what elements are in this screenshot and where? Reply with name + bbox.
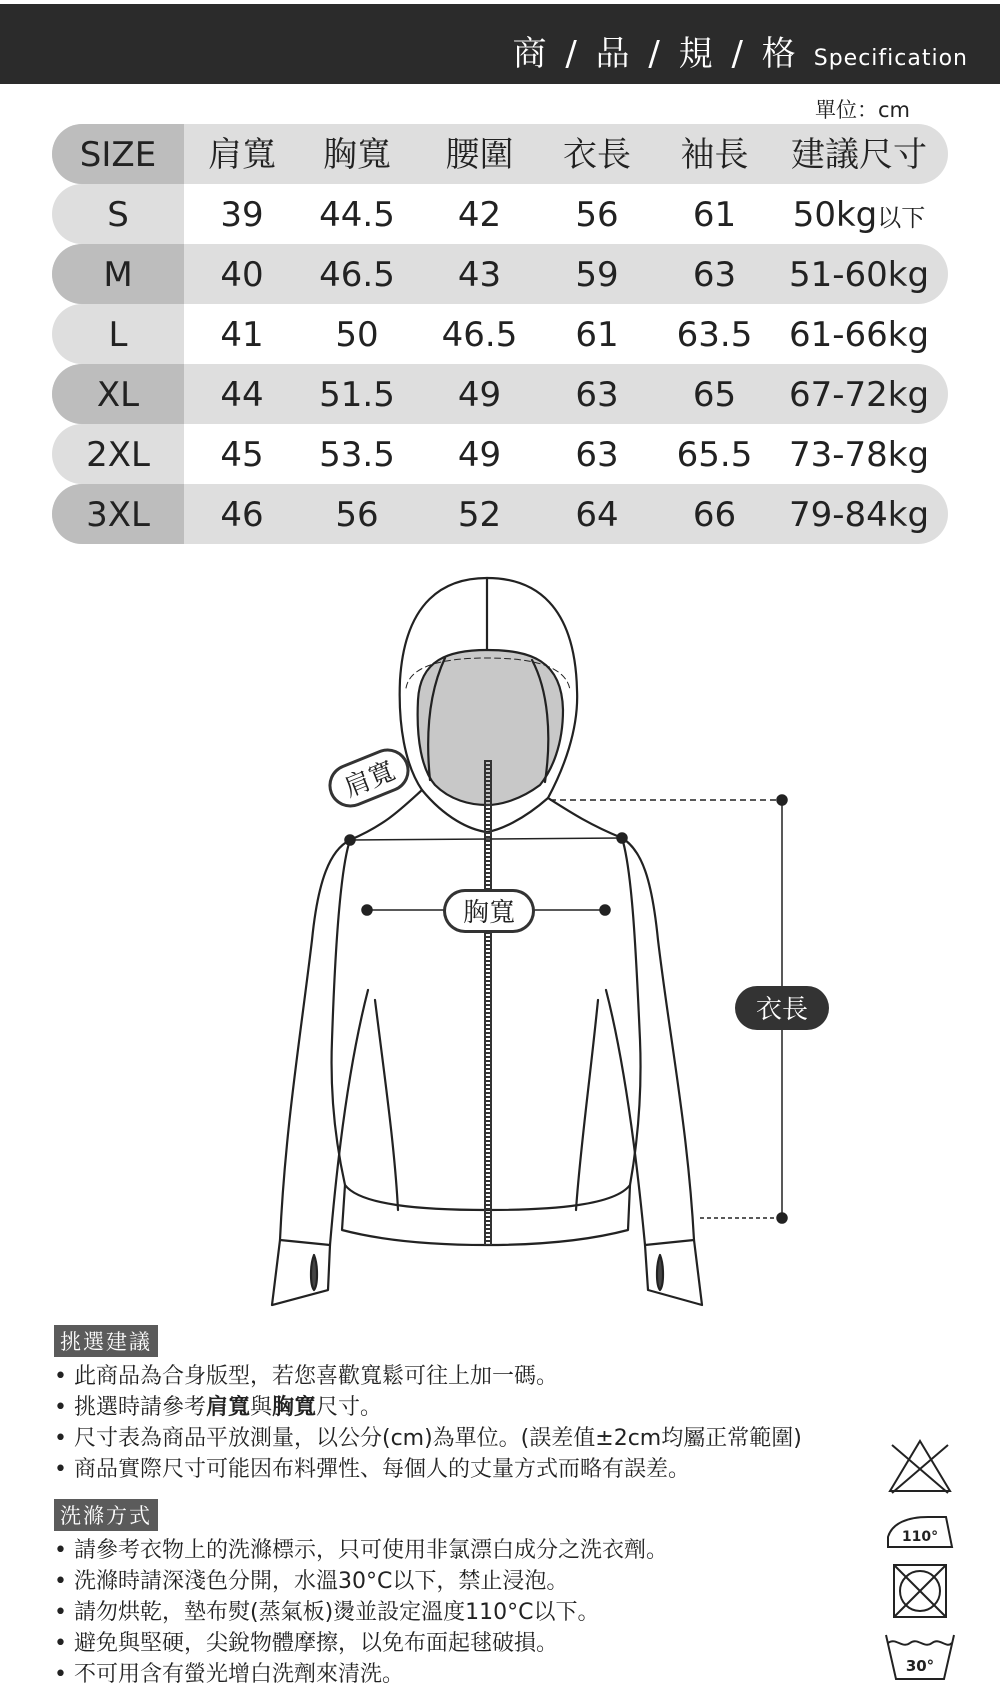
- right-sleeve: [606, 838, 694, 1245]
- length-label: 衣長: [755, 995, 809, 1025]
- length-cell: 63: [575, 375, 619, 415]
- shoulder-cell: 39: [220, 195, 264, 235]
- sleeve-cell: 66: [692, 495, 737, 535]
- left-sleeve: [280, 840, 368, 1245]
- shoulder-cell: 40: [220, 255, 264, 295]
- length-cell: 63: [575, 435, 619, 475]
- body-right-side: [487, 798, 641, 1210]
- size-cell: XL: [96, 375, 140, 415]
- recommended-cell: 73-78kg: [788, 435, 930, 475]
- shoulder-cell: 46: [220, 495, 264, 535]
- recommended-cell: 79-84kg: [788, 495, 930, 535]
- size-cell: L: [108, 315, 128, 355]
- table-header-row: [52, 124, 948, 184]
- selection-note: • 商品實際尺寸可能因布料彈性、每個人的丈量方式而略有誤差。: [54, 1454, 884, 1485]
- table-row: [52, 244, 948, 304]
- no-tumble-dry-icon: [894, 1565, 946, 1617]
- wash-tub-icon: [886, 1635, 954, 1679]
- size-cell: S: [107, 195, 129, 235]
- waist-cell: 43: [457, 255, 502, 295]
- body-left-side: [332, 790, 487, 1210]
- right-thumbhole: [657, 1255, 663, 1290]
- note-bold-text: 肩寬: [206, 1395, 251, 1420]
- selection-note: [54, 1392, 884, 1423]
- waist-cell: 52: [457, 495, 502, 535]
- note-bold-text: 胸寬: [272, 1395, 317, 1420]
- shoulder-label: 肩寬: [340, 756, 400, 804]
- right-dart: [576, 1000, 598, 1210]
- selection-note: • 尺寸表為商品平放測量，以公分(cm)為單位。(誤差值±2cm均屬正常範圍): [54, 1423, 884, 1454]
- waist-cell: 46.5: [441, 315, 518, 355]
- table-row: [52, 424, 948, 484]
- washing-title: 洗滌方式: [54, 1499, 158, 1531]
- washing-note: • 請參考衣物上的洗滌標示，只可使用非氯漂白成分之洗衣劑。: [54, 1535, 884, 1566]
- length-cell: 56: [575, 195, 619, 235]
- washing-note: • 避免與堅硬，尖銳物體摩擦，以免布面起毬破損。: [54, 1628, 884, 1659]
- selection-title: 挑選建議: [54, 1325, 158, 1357]
- table-row: [52, 484, 948, 544]
- sleeve-cell: 61: [692, 195, 737, 235]
- hoodie-measurement-diagram: [0, 560, 1000, 1320]
- note-text: 挑選時請參考: [73, 1395, 206, 1420]
- chest-label: 胸寬: [462, 898, 516, 928]
- waist-cell: 42: [457, 195, 502, 235]
- shoulder-cell: 44: [220, 375, 264, 415]
- wash-temp: 30°: [905, 1657, 935, 1675]
- size-table: [52, 124, 948, 544]
- table-row: [52, 364, 948, 424]
- chest-cell: 50: [335, 315, 379, 355]
- sleeve-cell: 65.5: [676, 435, 753, 475]
- recommended-cell: [774, 184, 944, 244]
- column-header: 袖長: [680, 135, 749, 175]
- measurement-lines: [345, 795, 787, 1223]
- chest-cell: 53.5: [319, 435, 395, 475]
- spec-header-bar: [0, 4, 1000, 84]
- unit-label: 單位：cm: [814, 98, 910, 122]
- column-header: SIZE: [79, 135, 157, 175]
- no-bleach-icon: [890, 1441, 950, 1493]
- column-header: 建議尺寸: [791, 135, 927, 175]
- waist-cell: 49: [457, 375, 502, 415]
- column-header: 衣長: [563, 135, 631, 175]
- size-cell: 2XL: [86, 435, 150, 475]
- shoulder-cell: 45: [220, 435, 264, 475]
- table-row: [52, 304, 948, 364]
- recommended-cell: 61-66kg: [788, 315, 930, 355]
- selection-note: • 此商品為合身版型，若您喜歡寬鬆可往上加一碼。: [54, 1361, 884, 1392]
- length-label-badge: [735, 986, 829, 1030]
- column-header: 肩寬: [208, 135, 276, 175]
- length-cell: 64: [575, 495, 619, 535]
- shoulder-cell: 41: [220, 315, 264, 355]
- sleeve-cell: 63.5: [676, 315, 753, 355]
- spec-title: [513, 26, 968, 75]
- care-icons: [880, 1435, 960, 1685]
- recommended-cell: 51-60kg: [788, 255, 930, 295]
- column-header: 胸寬: [323, 135, 391, 175]
- shoulder-label-badge: [322, 742, 416, 814]
- washing-note: • 請勿烘乾，墊布熨(蒸氣板)燙並設定溫度110°C以下。: [54, 1597, 884, 1628]
- chest-cell: 56: [335, 495, 379, 535]
- washing-note: • 洗滌時請深淺色分開，水溫30°C以下，禁止浸泡。: [54, 1566, 884, 1597]
- right-cuff: [645, 1240, 702, 1305]
- left-cuff: [272, 1240, 330, 1305]
- left-dart: [375, 1000, 398, 1210]
- iron-icon: [888, 1517, 952, 1547]
- recommended-cell: 67-72kg: [788, 375, 930, 415]
- iron-temp: 110°: [901, 1529, 939, 1545]
- size-cell: 3XL: [86, 495, 150, 535]
- table-row: [52, 184, 948, 244]
- zipper: [485, 760, 491, 1245]
- length-cell: 59: [575, 255, 619, 295]
- chest-label-badge: [443, 889, 535, 933]
- length-cell: 61: [575, 315, 619, 355]
- spec-title-zh: 商 / 品 / 規 / 格: [512, 34, 800, 74]
- chest-cell: 51.5: [319, 375, 395, 415]
- size-cell: M: [103, 255, 133, 295]
- chest-cell: 46.5: [319, 255, 395, 295]
- waist-cell: 49: [457, 435, 502, 475]
- washing-note: • 不可用含有螢光增白洗劑來清洗。: [54, 1659, 884, 1690]
- left-thumbhole: [311, 1255, 317, 1290]
- spec-title-en: Specification: [813, 46, 968, 71]
- recommended-suffix: 以下: [877, 204, 926, 232]
- notes-section: [54, 1325, 884, 1690]
- chest-cell: 44.5: [319, 195, 395, 235]
- sleeve-cell: 63: [692, 255, 737, 295]
- column-header: 腰圍: [445, 135, 514, 175]
- sleeve-cell: 65: [692, 375, 737, 415]
- note-text: 尺寸。: [316, 1395, 383, 1420]
- note-text: 與: [250, 1395, 273, 1420]
- recommended-value: 50kg: [792, 195, 878, 235]
